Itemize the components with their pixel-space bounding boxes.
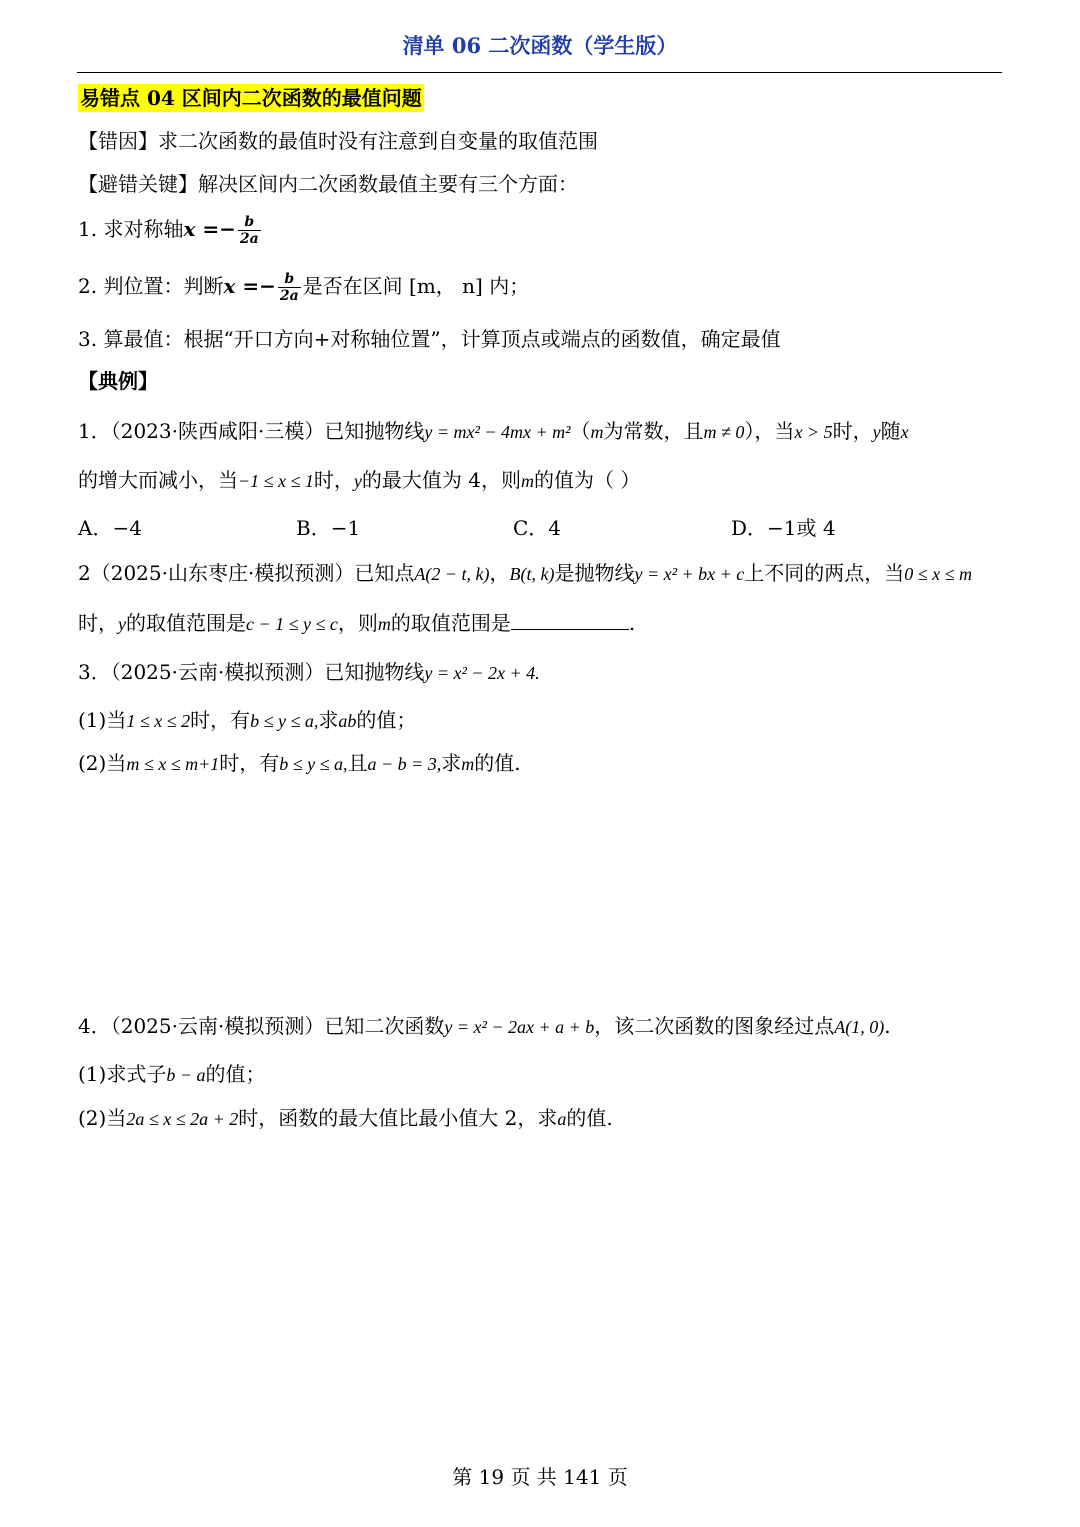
- q3-p2-m: m: [461, 754, 475, 774]
- q1-parabola: y = mx² − 4mx + m²: [424, 422, 571, 442]
- q3-p1-b: 时，有: [190, 708, 251, 732]
- q4-p2-b: 时，函数的最大值比最小值大 2，求: [238, 1106, 558, 1130]
- q4-part-2: [78, 1106, 613, 1131]
- q2-l2-y: y: [118, 614, 126, 634]
- q3-p1-range: 1 ≤ x ≤ 2: [126, 711, 191, 731]
- q4-source: 4．（2025·云南·模拟预测）已知二次函数: [78, 1014, 445, 1038]
- q1-l2-c: 的最大值为 4，则: [361, 468, 521, 492]
- q4-function: y = x² − 2ax + a + b: [444, 1017, 595, 1037]
- q3-p1-a: (1)当: [78, 708, 127, 732]
- step-1-text: 1. 求对称轴: [78, 217, 184, 242]
- q2-range: 0 ≤ x ≤ m: [904, 564, 972, 584]
- q1-line-1: [78, 419, 909, 444]
- error-cause: 【错因】求二次函数的最值时没有注意到自变量的取值范围: [78, 129, 598, 153]
- q4-p1-a: (1)求式子: [78, 1062, 167, 1086]
- q1-text-f: 随: [880, 419, 901, 443]
- q3-source: 3．（2025·云南·模拟预测）已知抛物线: [78, 660, 425, 684]
- q1-x-gt-5: x > 5: [794, 422, 833, 442]
- step-2-suffix: 是否在区间 [m， n] 内；: [302, 274, 530, 299]
- q2-line-1: [78, 561, 972, 586]
- q1-option-c: C．4: [513, 516, 562, 540]
- q1-option-a: A．−4: [78, 516, 142, 540]
- q1-text-c: 为常数，且: [603, 419, 704, 443]
- q3-p2-d: 求: [441, 751, 462, 775]
- q2-point-b: B(t, k): [509, 564, 555, 584]
- q2-sep: ，: [489, 561, 510, 585]
- q1-l2-m: m: [521, 471, 534, 491]
- examples-label: 【典例】: [78, 369, 158, 393]
- q4-p1-b: 的值；: [205, 1062, 266, 1086]
- q2-y-range: c − 1 ≤ y ≤ c: [246, 614, 338, 634]
- section-title: 易错点 04 区间内二次函数的最值问题: [80, 86, 422, 110]
- q4-p2-range: 2a ≤ x ≤ 2a + 2: [126, 1109, 239, 1129]
- q1-y: y: [872, 422, 881, 442]
- q2-parabola: y = x² + bx + c: [634, 564, 745, 584]
- q1-l2-d: 的值为（ ）: [534, 468, 641, 492]
- q3-p2-cond: b ≤ y ≤ a,: [279, 754, 348, 774]
- q2-l2-m: m: [377, 614, 391, 634]
- q2-text-c: 上不同的两点，当: [744, 561, 905, 585]
- step-3: 3. 算最值：根据“开口方向+对称轴位置”，计算顶点或端点的函数值，确定最值: [78, 327, 781, 351]
- q3-line-1: [78, 660, 540, 685]
- q1-m: m: [590, 422, 604, 442]
- q4-line-1: [78, 1014, 891, 1039]
- q2-line-2: [78, 611, 635, 636]
- q3-p2-e: 的值.: [474, 751, 521, 775]
- q1-option-b: B．−1: [296, 516, 361, 540]
- q1-source: 1．（2023·陕西咸阳·三模）已知抛物线: [78, 419, 425, 443]
- q2-text-b: 是抛物线: [554, 561, 635, 585]
- q2-source: 2（2025·山东枣庄·模拟预测）已知点: [78, 561, 415, 585]
- q4-p2-a: (2)当: [78, 1106, 127, 1130]
- q3-p1-c: 求: [318, 708, 339, 732]
- q2-l2-a: 时，: [78, 611, 118, 635]
- q3-part-2: [78, 751, 521, 776]
- q1-l2-a: 的增大而减小，当: [78, 468, 238, 492]
- q4-p2-c: 的值.: [566, 1106, 613, 1130]
- q1-text-e: 时，: [832, 419, 873, 443]
- q2-l2-c: ，则: [337, 611, 378, 635]
- section-title-line: [78, 86, 424, 110]
- q3-p2-range: m ≤ x ≤ m+1: [126, 754, 220, 774]
- q3-p1-d: 的值；: [356, 708, 417, 732]
- q4-p2-a2: a: [557, 1109, 567, 1129]
- page-header-title: 清单 06 二次函数（学生版）: [402, 33, 678, 58]
- q1-paren-open: （: [570, 419, 591, 443]
- fraction-denominator: 2a: [239, 231, 259, 248]
- q3-p1-cond: b ≤ y ≤ a,: [250, 711, 319, 731]
- q1-range: −1 ≤ x ≤ 1: [238, 471, 314, 491]
- fraction-numerator: b: [238, 214, 261, 231]
- fraction-denominator-2: 2a: [279, 288, 299, 305]
- step-1: [78, 214, 263, 247]
- q4-text-b: ，该二次函数的图象经过点: [594, 1014, 835, 1038]
- q1-l2-y: y: [353, 471, 362, 491]
- q3-p1-ab: ab: [338, 711, 357, 731]
- q1-x: x: [900, 422, 909, 442]
- q3-p2-c: 且: [347, 751, 368, 775]
- header-rule: [77, 72, 1002, 73]
- q2-end: .: [628, 611, 636, 635]
- axis-formula-lhs: x =−: [183, 217, 236, 242]
- q1-text-d: ），当: [744, 419, 795, 443]
- axis-formula-lhs-2: x =−: [223, 274, 276, 299]
- axis-fraction-2: [278, 271, 301, 304]
- answer-blank[interactable]: [511, 629, 629, 630]
- q4-p1-expr: b − a: [166, 1065, 206, 1085]
- q1-l2-b: 时，: [313, 468, 354, 492]
- q1-option-d: D．−1或 4: [731, 516, 836, 540]
- q2-l2-b: 的取值范围是: [126, 611, 246, 635]
- q3-parabola: y = x² − 2x + 4.: [424, 663, 540, 683]
- q3-p2-eq: a − b = 3,: [367, 754, 442, 774]
- q1-line-2: [78, 468, 640, 493]
- q3-p2-a: (2)当: [78, 751, 127, 775]
- q2-point-a: A(2 − t, k): [414, 564, 490, 584]
- q4-part-1: [78, 1062, 266, 1087]
- fraction-numerator-2: b: [278, 271, 301, 288]
- q2-l2-d: 的取值范围是: [390, 611, 511, 635]
- step-2-prefix: 2. 判位置：判断: [78, 274, 224, 299]
- axis-fraction: [238, 214, 261, 247]
- page-footer: 第 19 页 共 141 页: [452, 1465, 628, 1489]
- avoid-key: 【避错关键】解决区间内二次函数最值主要有三个方面：: [78, 172, 578, 196]
- q1-m-nonzero: m ≠ 0: [703, 422, 745, 442]
- q3-p2-b: 时，有: [219, 751, 280, 775]
- q4-end: .: [884, 1014, 891, 1038]
- step-2: [78, 271, 529, 304]
- q3-part-1: [78, 708, 416, 733]
- q4-point-a: A(1, 0): [834, 1017, 885, 1037]
